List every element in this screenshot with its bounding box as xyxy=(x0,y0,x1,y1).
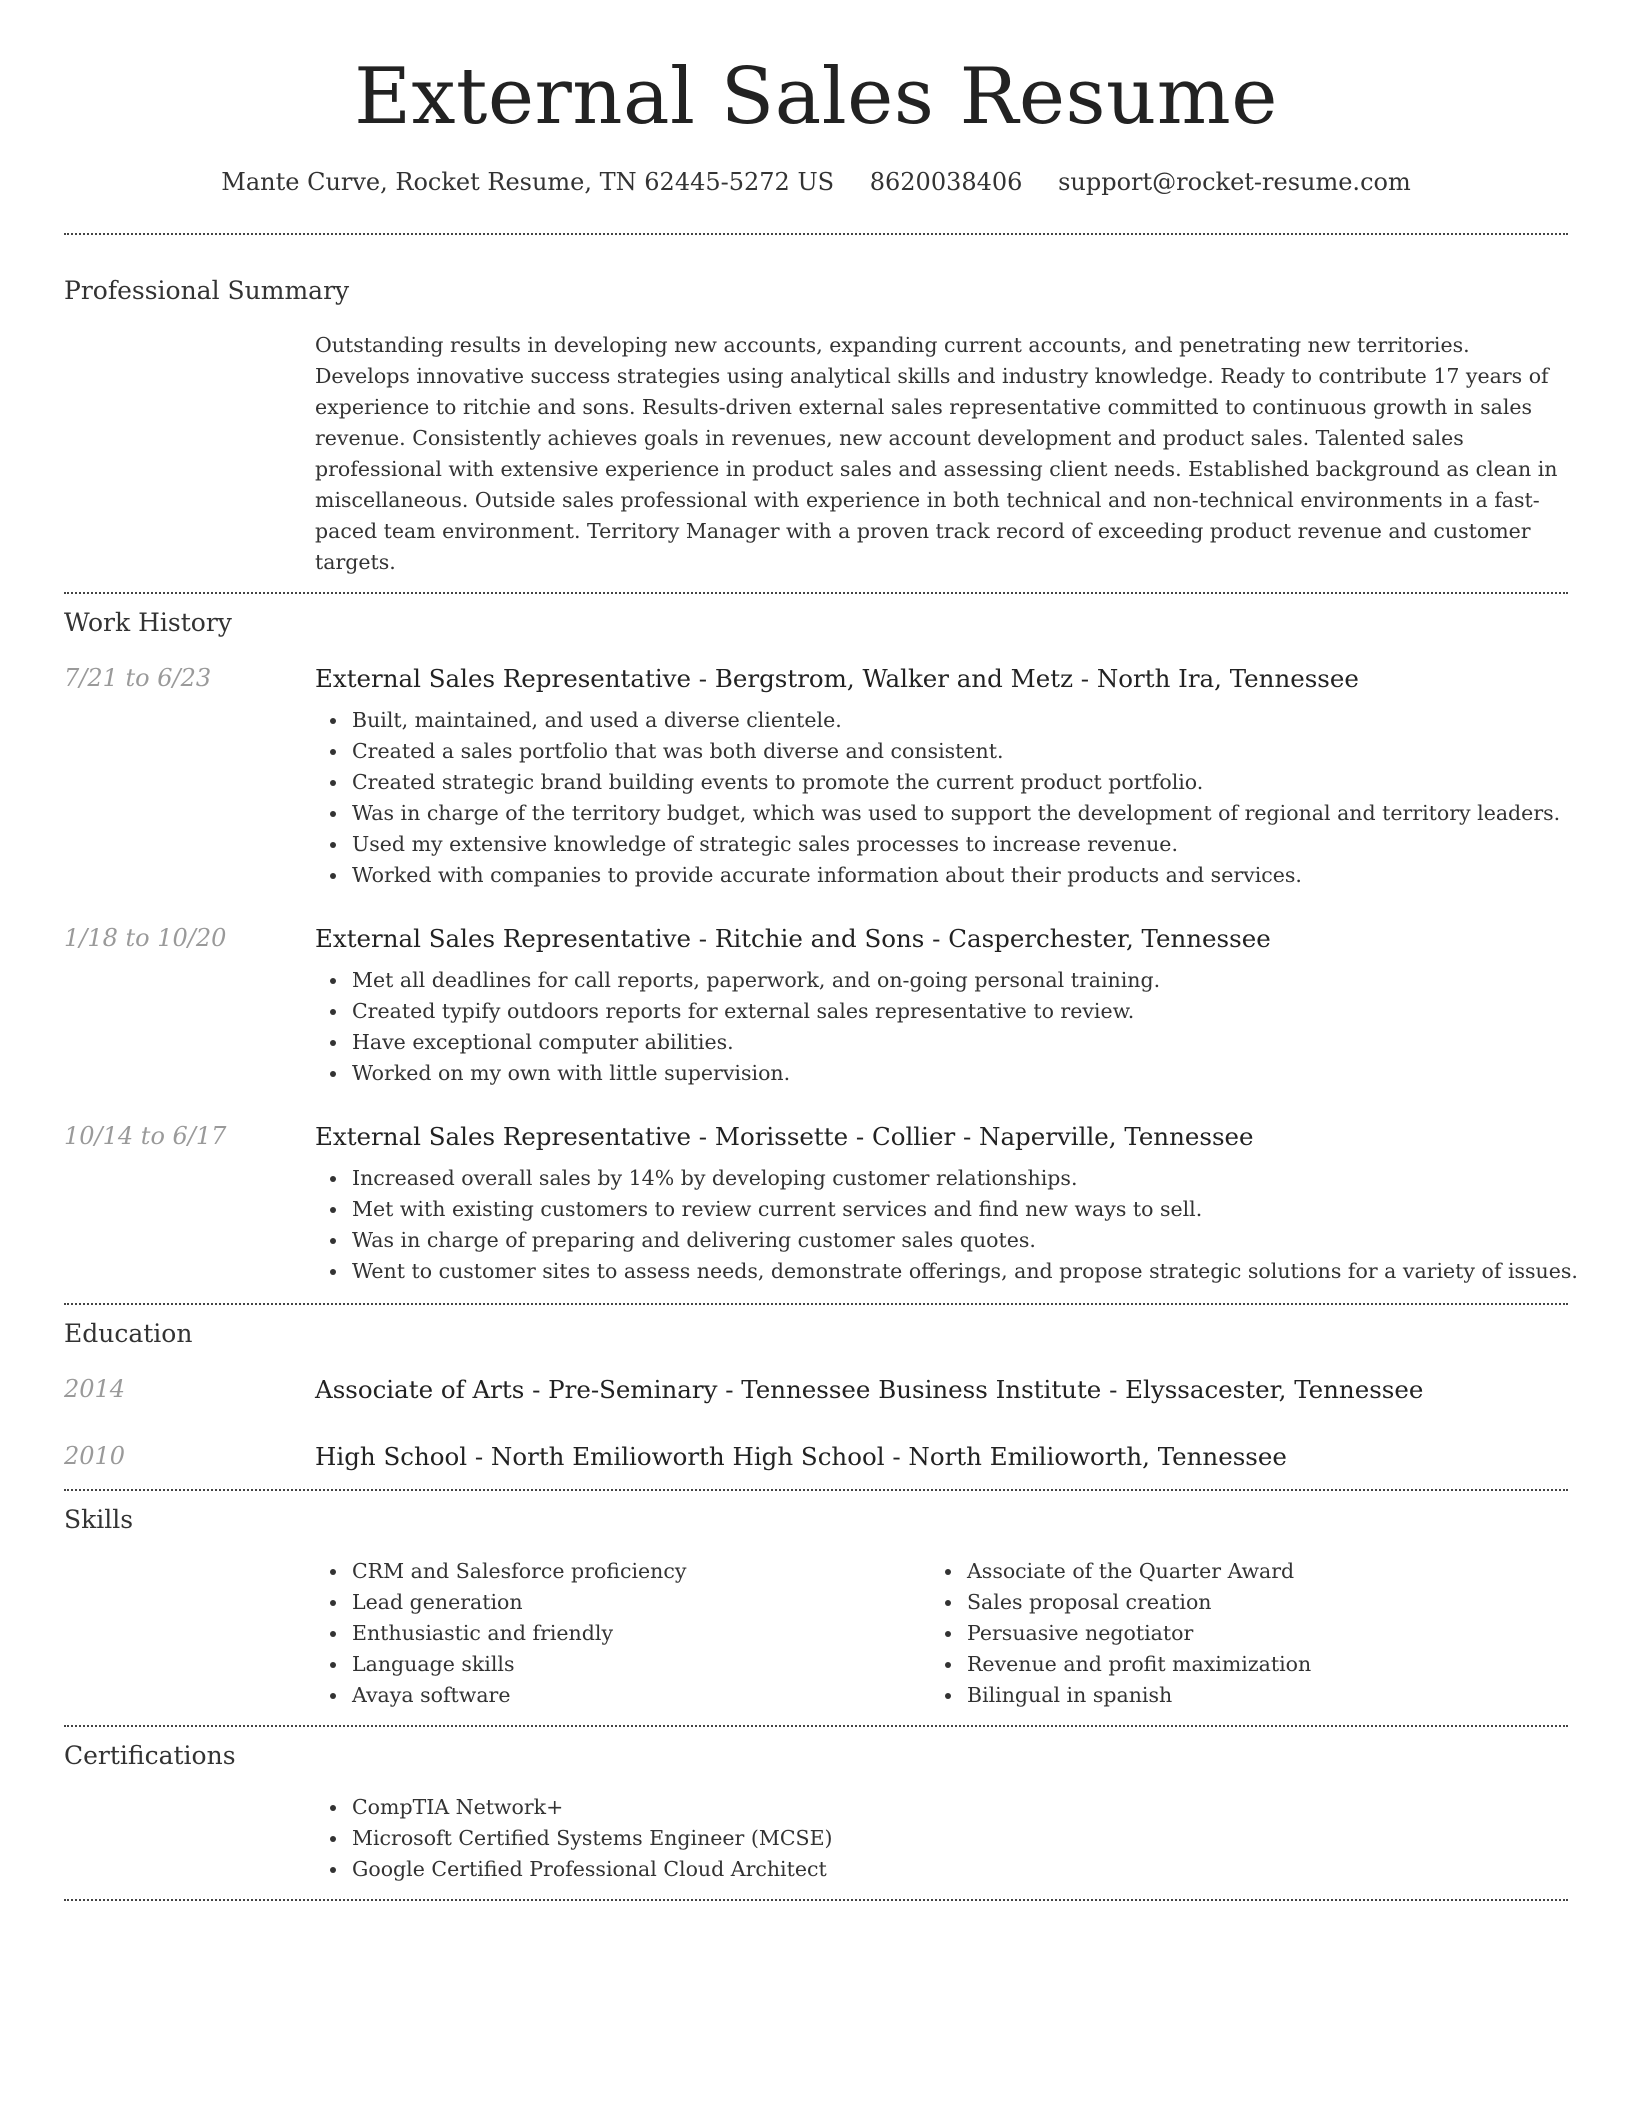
skill-item: Language skills xyxy=(352,1649,967,1680)
education-title: High School - North Emilioworth High School - North Emilioworth, Tennessee xyxy=(315,1442,1287,1471)
skill-item: Enthusiastic and friendly xyxy=(352,1618,967,1649)
job-bullet: Have exceptional computer abilities. xyxy=(352,1027,1568,1058)
job-bullet: Was in charge of preparing and delivering customer sales quotes. xyxy=(352,1225,1568,1256)
job-bullet: Worked with companies to provide accurate information about their products and services. xyxy=(352,860,1568,891)
skills-heading: Skills xyxy=(64,1505,134,1534)
skill-item: Persuasive negotiator xyxy=(967,1618,1311,1649)
certification-item: Google Certified Professional Cloud Architect xyxy=(352,1854,1568,1885)
job-dates: 1/18 to 10/20 xyxy=(64,924,227,952)
education-entry xyxy=(64,1442,1568,1471)
education-year: 2014 xyxy=(64,1375,126,1403)
job-bullet: Met all deadlines for call reports, paperwork, and on-going personal training. xyxy=(352,965,1568,996)
summary-section xyxy=(64,235,1568,578)
resume-page xyxy=(64,0,1578,1901)
work-history-heading: Work History xyxy=(64,608,232,637)
job-title: External Sales Representative - Morissette - Collier - Naperville, Tennessee xyxy=(315,1122,1254,1151)
skill-item: CRM and Salesforce proficiency xyxy=(352,1556,967,1587)
skill-item: Avaya software xyxy=(352,1680,967,1711)
job-bullet: Met with existing customers to review current services and find new ways to sell. xyxy=(352,1194,1568,1225)
certifications-heading: Certifications xyxy=(64,1741,236,1770)
skills-section xyxy=(64,1491,1568,1725)
section-divider xyxy=(64,1899,1568,1901)
certification-item: Microsoft Certified Systems Engineer (MCSE) xyxy=(352,1823,1568,1854)
job-bullet: Used my extensive knowledge of strategic sales processes to increase revenue. xyxy=(352,829,1568,860)
certifications-list xyxy=(352,1792,1568,1885)
skill-item: Sales proposal creation xyxy=(967,1587,1311,1618)
education-year: 2010 xyxy=(64,1442,126,1470)
summary-heading: Professional Summary xyxy=(64,276,350,305)
job-entry xyxy=(64,924,1568,1089)
job-dates: 7/21 to 6/23 xyxy=(64,664,212,692)
skill-item: Associate of the Quarter Award xyxy=(967,1556,1311,1587)
job-bullets xyxy=(352,1163,1578,1287)
work-history-section xyxy=(64,594,1578,1303)
skills-list-right xyxy=(967,1556,1311,1711)
job-bullet: Went to customer sites to assess needs, demonstrate offerings, and propose strategic solutions for a variety of issues. xyxy=(352,1256,1568,1287)
education-entry xyxy=(64,1375,1568,1404)
job-bullet: Created strategic brand building events to promote the current product portfolio. xyxy=(352,767,1568,798)
certification-item: CompTIA Network+ xyxy=(352,1792,1568,1823)
job-bullet: Created typify outdoors reports for external sales representative to review. xyxy=(352,996,1568,1027)
skills-list-left xyxy=(352,1556,967,1711)
job-bullet: Increased overall sales by 14% by developing customer relationships. xyxy=(352,1163,1568,1194)
contact-line xyxy=(64,168,1568,196)
summary-text: Outstanding results in developing new accounts, expanding current accounts, and penetrating new territories. Develops innovative success strategies using analytical skills and industry knowledge. Ready to contribute 17 years of experience to ritchie and sons. Results-driven external sales representative committed to continuous growth in sales revenue. Consistently achieves goals in revenues, new account development and product sales. Talented sales professional with extensive experience in product sales and assessing client needs. Established background as clean in miscellaneous. Outside sales professional with experience in both technical and non-technical environments in a fast-paced team environment. Territory Manager with a proven track record of exceeding product revenue and customer targets. xyxy=(315,333,1558,574)
job-bullet: Created a sales portfolio that was both diverse and consistent. xyxy=(352,736,1568,767)
contact-address: Mante Curve, Rocket Resume, TN 62445-5272 US xyxy=(221,168,835,196)
skill-item: Revenue and profit maximization xyxy=(967,1649,1311,1680)
contact-phone: 8620038406 xyxy=(869,168,1023,196)
contact-email: support@rocket-resume.com xyxy=(1058,168,1411,196)
job-entry xyxy=(64,664,1568,891)
job-title: External Sales Representative - Bergstrom, Walker and Metz - North Ira, Tennessee xyxy=(315,664,1359,693)
education-title: Associate of Arts - Pre-Seminary - Tennessee Business Institute - Elyssacester, Tennessee xyxy=(315,1375,1424,1404)
skills-grid xyxy=(352,1556,1568,1711)
skill-item: Bilingual in spanish xyxy=(967,1680,1311,1711)
job-entry xyxy=(64,1122,1578,1287)
job-bullet: Built, maintained, and used a diverse clientele. xyxy=(352,705,1568,736)
job-bullets xyxy=(352,705,1568,891)
job-bullet: Was in charge of the territory budget, which was used to support the development of regional and territory leaders. xyxy=(352,798,1568,829)
education-section xyxy=(64,1305,1568,1489)
resume-title: External Sales Resume xyxy=(354,52,1278,142)
certifications-section xyxy=(64,1727,1568,1899)
job-dates: 10/14 to 6/17 xyxy=(64,1122,227,1150)
job-bullet: Worked on my own with little supervision. xyxy=(352,1058,1568,1089)
job-title: External Sales Representative - Ritchie and Sons - Casperchester, Tennessee xyxy=(315,924,1271,953)
skill-item: Lead generation xyxy=(352,1587,967,1618)
job-bullets xyxy=(352,965,1568,1089)
education-heading: Education xyxy=(64,1319,193,1348)
